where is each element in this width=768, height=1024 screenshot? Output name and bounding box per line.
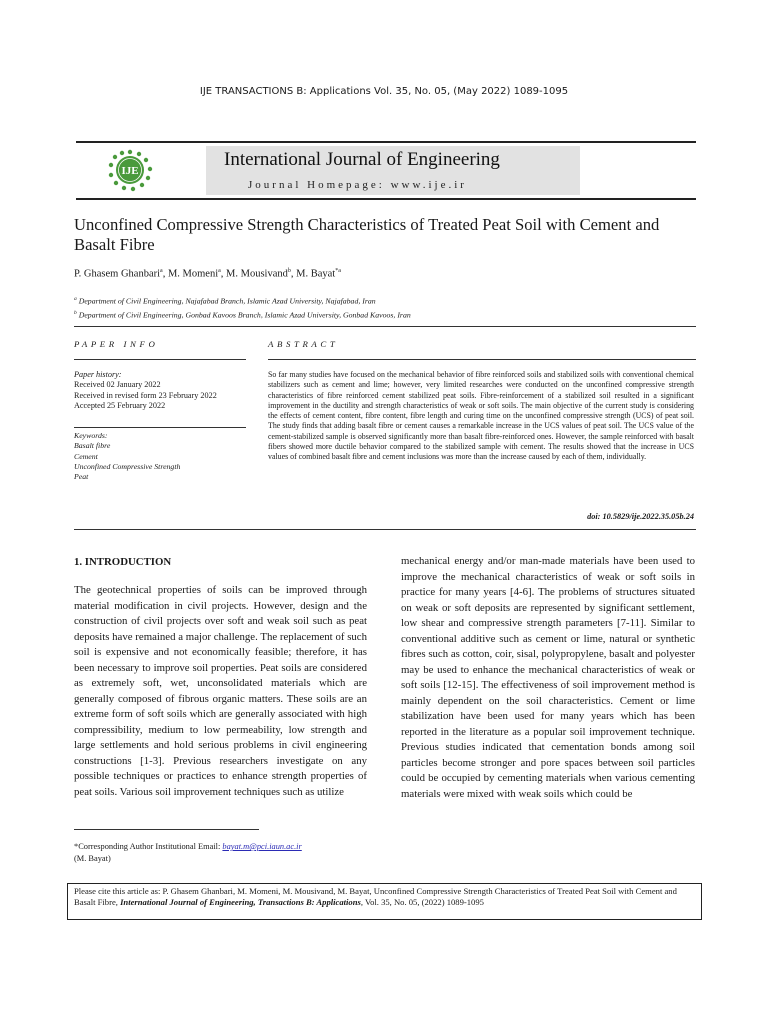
citation-box: [67, 883, 702, 920]
keywords: [74, 431, 180, 482]
abstract-rule: [268, 359, 696, 360]
keyword: Cement: [74, 451, 98, 461]
abstract-bottom-rule: [74, 529, 696, 530]
footnote-prefix: *Corresponding Author Institutional Email:: [74, 842, 223, 851]
affiliation-mark: b: [74, 310, 77, 316]
footnote-suffix: (M. Bayat): [74, 853, 111, 863]
paper-history-label: Paper history:: [74, 370, 122, 379]
abstract-text: So far many studies have focused on the mechanical behavior of fibre reinforced soils and stabilized soils with conventional chemical stabilizers such as cement and lime; however, very limited researches were conducted on the unconfined compressive strength characteristics of fibre reinforced cement stabilized peat soils. Fibre-reinforcement of a stabilized soil resulted in a significant improvement in the ductility and strength characteristics of weak or soft soils. The main objective of the current study is considering the effects of cement content, fibre content, fibre length and curing time on the unconfined compressive strength (UCS) of peat soil. The study finds that adding basalt fibre or cement causes a remarkable increase in the UCS values of peat soil. The UCS value of the cement-stabilized sample is observed significantly more than basalt fibre-reinforced ones. However, the sample reinforced with basalt fibers showed more ductile behavior compared to the stabilized sample with cement. The results showed that the increase in UCS values of combined basalt fibre and cement inclusions was more than the increase caused by each of them, individually.: [268, 370, 694, 462]
affiliations-rule: [74, 326, 696, 327]
masthead-top-rule: [76, 141, 696, 143]
keyword: Unconfined Compressive Strength: [74, 461, 181, 471]
footnote-rule: [74, 829, 259, 830]
doi[interactable]: doi: 10.5829/ije.2022.35.05b.24: [587, 512, 694, 521]
author-name: , M. Momeni: [162, 268, 219, 280]
accepted-date: Accepted 25 February 2022: [74, 400, 166, 410]
introduction-heading: 1. INTRODUCTION: [74, 556, 172, 568]
body-column-left: The geotechnical properties of soils can be improved through material modification in civil projects. However, design and the construction of civil projects over soft and weak soil such as peat deposits have remained a major challenge. The replacement of such soil is expensive and not economically feasible; therefore, it has been necessary to improve soil properties. Peat soils are considered as extremely soft, wet, unconsolidated materials which are generally composed of fibrous organic matters. These soils are an extreme form of soft soils which are generally associated with high compressibility, medium to low permeability, low strength and large settlements and hold serious problems in civil engineering constructions [1-3]. Previous researchers investigate on any possible techniques or practices to enhance strength properties of peat soils. Various soil improvement techniques such as utilize: [74, 584, 367, 798]
running-header: IJE TRANSACTIONS B: Applications Vol. 35, No. 05, (May 2022) 1089-1095: [199, 86, 569, 97]
citation-prefix: Please cite this article as: P. Ghasem Ghanbari, M. Momeni, M. Mousivand, M. Bayat, Unconfined Compressive Strength Characteristics of Treated Peat Soil with Cement and Basalt Fibre,: [74, 886, 677, 908]
keywords-label: Keywords:: [74, 431, 108, 440]
keyword: Basalt fibre: [74, 441, 111, 451]
masthead-bottom-rule: [76, 198, 696, 200]
citation-text: [74, 886, 696, 908]
citation-journal: International Journal of Engineering, Transactions B: Applications: [120, 897, 361, 908]
author-affiliation-mark: a: [218, 268, 221, 274]
logo-text: IJE: [121, 165, 139, 177]
received-date: Received 02 January 2022: [74, 380, 161, 390]
article-title: Unconfined Compressive Strength Characteristics of Treated Peat Soil with Cement and Basalt Fibre: [74, 215, 660, 254]
body-column-right: mechanical energy and/or man-made materials have been used to improve the mechanical characteristics of weak or soft soils in practice for many years [4-6]. The problems of structures situated on weak or soft deposits are represented by significant settlement, low shear and compressive strength parameters [7-11]. Similar to conventional additive such as cement or lime, natural or synthetic fibres such as cotton, coir, sisal, polypropylene, basalt and polyester may be used to enhance the mechanical characteristics of weak or soft soils [12-15]. The effectiveness of soil improvement method is mainly dependent on the soil characteristics. Cement or lime stabilization have been used for many years which has been reported in the literature as a popular soil improvement technique. Previous studies indicated that cementation bonds among soil particles become stronger and pore spaces between soil particles could be occupied by cementing materials when various cementing materials were mixed with weak soils which could be: [401, 555, 695, 800]
paper-history: [74, 370, 217, 411]
paper-info-rule: [74, 359, 246, 360]
author-affiliation-mark: *a: [335, 268, 341, 274]
author-affiliation-mark: a: [160, 268, 163, 274]
corresponding-author-footnote: [74, 841, 302, 864]
affiliation-b: [74, 310, 411, 320]
journal-homepage[interactable]: Journal Homepage: www.ije.ir: [248, 179, 467, 191]
affiliation-mark: a: [74, 296, 77, 302]
affiliation-a: [74, 296, 376, 306]
revised-date: Received in revised form 23 February 2022: [74, 390, 217, 400]
masthead: [206, 146, 580, 195]
paper-info-label: PAPER INFO: [74, 339, 159, 349]
author-name: , M. Bayat: [290, 268, 336, 280]
author-name: P. Ghasem Ghanbari: [74, 268, 161, 280]
abstract-label: ABSTRACT: [268, 339, 339, 349]
author-affiliation-mark: b: [287, 268, 291, 274]
citation-suffix: , Vol. 35, No. 05, (2022) 1089-1095: [360, 897, 484, 908]
journal-name: International Journal of Engineering: [224, 149, 500, 170]
keywords-rule: [74, 427, 246, 428]
author-email-link[interactable]: bayat.m@pci.iaun.ac.ir: [222, 842, 302, 851]
affiliation-text: Department of Civil Engineering, Najafabad Branch, Islamic Azad University, Najafabad, Iran: [78, 296, 376, 306]
affiliation-text: Department of Civil Engineering, Gonbad Kavoos Branch, Islamic Azad University, Gonbad Kavoos, Iran: [78, 310, 411, 320]
ije-logo-icon: [106, 148, 154, 192]
author-name: , M. Mousivand: [220, 268, 288, 280]
keyword: Peat: [74, 472, 89, 482]
authors: [74, 268, 341, 280]
